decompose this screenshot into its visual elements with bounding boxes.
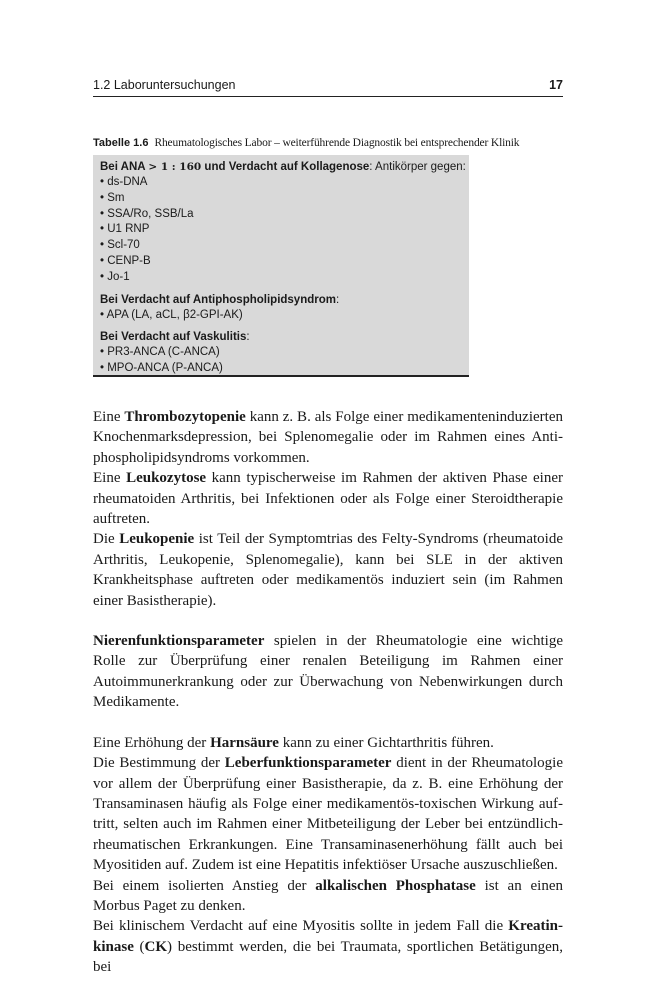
- header-rule: [93, 96, 563, 97]
- paragraph-harnsaeure: Eine Erhöhung der Harnsäure kann zu einer Gichtarthritis führen.: [93, 734, 494, 751]
- lab-table: [93, 155, 469, 377]
- page-number: 17: [549, 78, 563, 92]
- paragraph-phosphatase: Bei einem isolierten Anstieg der alkalischen Phosphatase ist an einen Morbus Paget zu denken.: [93, 877, 563, 914]
- paragraph-leberfunktion: Die Bestimmung der Leberfunktionsparameter dient in der Rheumatologie vor allem der Überprüfung einer Basistherapie, da z. B. eine Erhöhung der Transaminasen häufig als Folge einer medikamentös-toxischen Wirkung auftritt, selten auch im Rahmen einer Mitbeteiligung der Leber bei entzündlich-rheumatischen Erkrankungen. Eine Transaminasenerhöhung fällt auch bei Myositiden auf. Zudem ist eine Hepatitis infektiöser Ursache auszuschließen.: [93, 755, 563, 874]
- list-item: • CENP-B: [100, 254, 151, 267]
- table-section-heading: Bei Verdacht auf Vaskulitis:: [100, 331, 250, 344]
- section-title: 1.2 Laboruntersuchungen: [93, 78, 236, 92]
- table-section-heading: Bei Verdacht auf Antiphospholipidsyndrom:: [100, 293, 340, 306]
- list-item: • Jo-1: [100, 270, 130, 283]
- list-item: • Scl-70: [100, 239, 140, 252]
- table-section-vaskulitis: [100, 329, 469, 377]
- running-header: [93, 78, 563, 92]
- paragraph-thrombozytopenie: Eine Thrombozytopenie kann z. B. als Folge einer medikamenteninduzierten Knochenmarksdepression, bei Splenomegalie oder im Rahmen eines Antiphospholipidsyndroms vorkommen.: [93, 409, 563, 466]
- table-section-kollagenose: [100, 159, 469, 286]
- table-section-antiphospholipid: [100, 292, 469, 324]
- list-item: • PR3-ANCA (C-ANCA): [100, 346, 220, 359]
- list-item: • U1 RNP: [100, 223, 150, 236]
- table-section-heading: Bei ANA > 1 : 160 und Verdacht auf Kollagenose: Antikörper gegen:: [100, 161, 466, 173]
- paragraph-leukopenie: Die Leukopenie ist Teil der Symptomtrias des Felty-Syndroms (rheumatoide Arthritis, Leukopenie, Splenomegalie), kann bei SLE in der aktiven Krankheitsphase auftreten oder medikamentös induziert sein (im Rahmen einer Basistherapie).: [93, 531, 563, 609]
- table-label: Tabelle 1.6: [93, 137, 149, 149]
- table-caption: [93, 137, 573, 149]
- list-item: • APA (LA, aCL, β2-GPI-AK): [100, 308, 243, 321]
- list-item: • Sm: [100, 191, 125, 204]
- list-item: • MPO-ANCA (P-ANCA): [100, 362, 223, 375]
- paragraph-kreatinkinase: Bei klinischem Verdacht auf eine Myositis sollte in jedem Fall die Kreatinkinase (CK) bestimmt werden, die bei Traumata, sportlichen Betätigungen, bei: [93, 918, 564, 976]
- paragraph-leukozytose: Eine Leukozytose kann typischerweise im Rahmen der aktiven Phase einer rheumatoiden Arthritis, bei Infektionen oder als Folge einer Steroidtherapie auftreten.: [93, 470, 563, 528]
- list-item: • SSA/Ro, SSB/La: [100, 207, 194, 220]
- paragraph-nierenfunktion: Nierenfunktionsparameter spielen in der Rheumatologie eine wichtige Rolle zur Überprüfung einer renalen Beteiligung im Rahmen einer Autoimmunerkrankung oder zur Überwachung von Nebenwirkungen durch Medikamente.: [93, 633, 563, 711]
- table-caption-text: Rheumatologisches Labor – weiterführende Diagnostik bei entsprechender Klinik: [154, 137, 520, 149]
- body-text: [93, 407, 563, 978]
- list-item: • ds-DNA: [100, 176, 148, 188]
